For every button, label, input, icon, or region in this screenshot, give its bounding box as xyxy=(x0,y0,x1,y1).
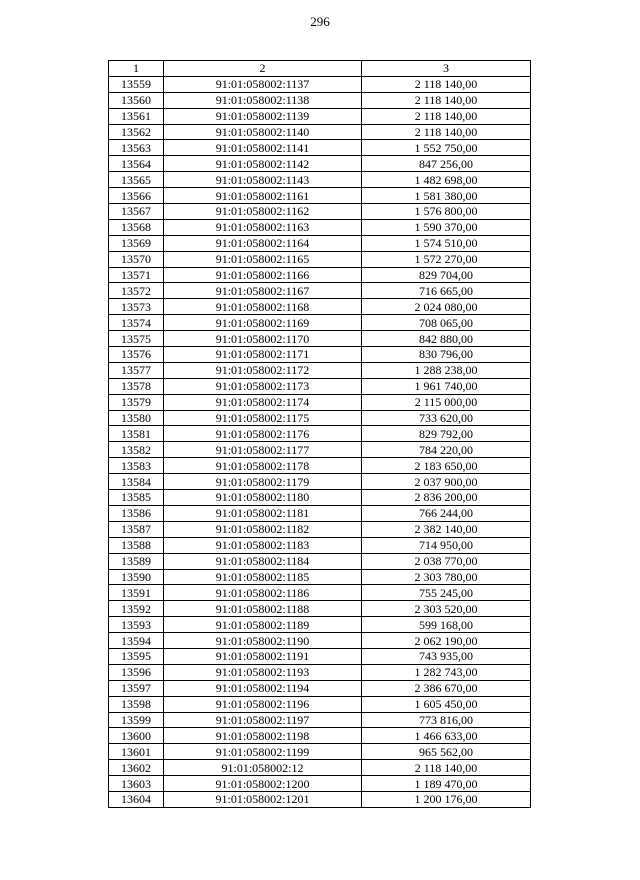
table-row xyxy=(109,156,531,172)
cadastral-number-cell: 91:01:058002:1200 xyxy=(164,776,362,792)
table-header-row xyxy=(109,61,531,77)
cadastral-value-cell: 1 552 750,00 xyxy=(362,140,531,156)
cadastral-value-cell: 2 118 140,00 xyxy=(362,92,531,108)
cadastral-number-cell: 91:01:058002:1188 xyxy=(164,601,362,617)
cadastral-value-table xyxy=(108,60,531,808)
row-number-cell: 13580 xyxy=(109,410,164,426)
cadastral-number-cell: 91:01:058002:1193 xyxy=(164,664,362,680)
cadastral-value-cell: 2 037 900,00 xyxy=(362,474,531,490)
table-row xyxy=(109,521,531,537)
row-number-cell: 13586 xyxy=(109,505,164,521)
row-number-cell: 13576 xyxy=(109,347,164,363)
table-row xyxy=(109,124,531,140)
table-row xyxy=(109,585,531,601)
table-row xyxy=(109,680,531,696)
cadastral-value-cell: 755 245,00 xyxy=(362,585,531,601)
row-number-cell: 13564 xyxy=(109,156,164,172)
page-number: 296 xyxy=(310,14,330,29)
cadastral-value-cell: 1 288 238,00 xyxy=(362,362,531,378)
table-row xyxy=(109,617,531,633)
cadastral-number-cell: 91:01:058002:1169 xyxy=(164,315,362,331)
table-row xyxy=(109,696,531,712)
cadastral-value-cell: 773 816,00 xyxy=(362,712,531,728)
column-header-1: 1 xyxy=(109,61,164,77)
cadastral-number-cell: 91:01:058002:1142 xyxy=(164,156,362,172)
table-row xyxy=(109,633,531,649)
row-number-cell: 13587 xyxy=(109,521,164,537)
row-number-cell: 13570 xyxy=(109,251,164,267)
cadastral-number-cell: 91:01:058002:1185 xyxy=(164,569,362,585)
cadastral-value-cell: 2 303 520,00 xyxy=(362,601,531,617)
cadastral-number-cell: 91:01:058002:1143 xyxy=(164,172,362,188)
cadastral-value-cell: 1 466 633,00 xyxy=(362,728,531,744)
row-number-cell: 13583 xyxy=(109,458,164,474)
cadastral-number-cell: 91:01:058002:1177 xyxy=(164,442,362,458)
cadastral-number-cell: 91:01:058002:1170 xyxy=(164,331,362,347)
row-number-cell: 13559 xyxy=(109,76,164,92)
cadastral-value-cell: 2 183 650,00 xyxy=(362,458,531,474)
row-number-cell: 13604 xyxy=(109,791,164,807)
cadastral-number-cell: 91:01:058002:1172 xyxy=(164,362,362,378)
cadastral-number-cell: 91:01:058002:1137 xyxy=(164,76,362,92)
cadastral-number-cell: 91:01:058002:1165 xyxy=(164,251,362,267)
row-number-cell: 13569 xyxy=(109,235,164,251)
cadastral-number-cell: 91:01:058002:1180 xyxy=(164,490,362,506)
row-number-cell: 13575 xyxy=(109,331,164,347)
row-number-cell: 13589 xyxy=(109,553,164,569)
table-row xyxy=(109,76,531,92)
cadastral-value-cell: 1 576 800,00 xyxy=(362,204,531,220)
row-number-cell: 13560 xyxy=(109,92,164,108)
row-number-cell: 13572 xyxy=(109,283,164,299)
cadastral-number-cell: 91:01:058002:1181 xyxy=(164,505,362,521)
cadastral-value-cell: 599 168,00 xyxy=(362,617,531,633)
row-number-cell: 13567 xyxy=(109,204,164,220)
table-row xyxy=(109,204,531,220)
row-number-cell: 13562 xyxy=(109,124,164,140)
table-row xyxy=(109,299,531,315)
cadastral-number-cell: 91:01:058002:1179 xyxy=(164,474,362,490)
cadastral-number-cell: 91:01:058002:1191 xyxy=(164,648,362,664)
table-row xyxy=(109,394,531,410)
cadastral-value-cell: 2 836 200,00 xyxy=(362,490,531,506)
row-number-cell: 13600 xyxy=(109,728,164,744)
cadastral-number-cell: 91:01:058002:1167 xyxy=(164,283,362,299)
cadastral-value-cell: 743 935,00 xyxy=(362,648,531,664)
row-number-cell: 13574 xyxy=(109,315,164,331)
row-number-cell: 13595 xyxy=(109,648,164,664)
cadastral-number-cell: 91:01:058002:1199 xyxy=(164,744,362,760)
cadastral-value-cell: 842 880,00 xyxy=(362,331,531,347)
row-number-cell: 13565 xyxy=(109,172,164,188)
cadastral-value-cell: 1 200 176,00 xyxy=(362,791,531,807)
row-number-cell: 13568 xyxy=(109,219,164,235)
cadastral-value-cell: 2 038 770,00 xyxy=(362,553,531,569)
row-number-cell: 13566 xyxy=(109,188,164,204)
table-row xyxy=(109,267,531,283)
row-number-cell: 13596 xyxy=(109,664,164,680)
table-row xyxy=(109,235,531,251)
table-row xyxy=(109,648,531,664)
table-row xyxy=(109,426,531,442)
cadastral-value-cell: 2 118 140,00 xyxy=(362,124,531,140)
cadastral-number-cell: 91:01:058002:1161 xyxy=(164,188,362,204)
cadastral-value-cell: 829 704,00 xyxy=(362,267,531,283)
cadastral-value-cell: 714 950,00 xyxy=(362,537,531,553)
cadastral-number-cell: 91:01:058002:1174 xyxy=(164,394,362,410)
table-row xyxy=(109,791,531,807)
cadastral-number-cell: 91:01:058002:1140 xyxy=(164,124,362,140)
cadastral-value-cell: 847 256,00 xyxy=(362,156,531,172)
row-number-cell: 13599 xyxy=(109,712,164,728)
row-number-cell: 13563 xyxy=(109,140,164,156)
row-number-cell: 13602 xyxy=(109,760,164,776)
row-number-cell: 13592 xyxy=(109,601,164,617)
cadastral-number-cell: 91:01:058002:1190 xyxy=(164,633,362,649)
cadastral-value-cell: 2 382 140,00 xyxy=(362,521,531,537)
cadastral-number-cell: 91:01:058002:1168 xyxy=(164,299,362,315)
row-number-cell: 13585 xyxy=(109,490,164,506)
cadastral-number-cell: 91:01:058002:1141 xyxy=(164,140,362,156)
cadastral-value-cell: 1 590 370,00 xyxy=(362,219,531,235)
cadastral-value-cell: 1 282 743,00 xyxy=(362,664,531,680)
cadastral-value-cell: 2 024 080,00 xyxy=(362,299,531,315)
table-row xyxy=(109,776,531,792)
cadastral-value-cell: 1 482 698,00 xyxy=(362,172,531,188)
row-number-cell: 13581 xyxy=(109,426,164,442)
table-row xyxy=(109,172,531,188)
table-row xyxy=(109,251,531,267)
row-number-cell: 13584 xyxy=(109,474,164,490)
table-row xyxy=(109,664,531,680)
table-row xyxy=(109,219,531,235)
cadastral-value-cell: 784 220,00 xyxy=(362,442,531,458)
table-row xyxy=(109,537,531,553)
cadastral-number-cell: 91:01:058002:1184 xyxy=(164,553,362,569)
table-row xyxy=(109,362,531,378)
row-number-cell: 13591 xyxy=(109,585,164,601)
row-number-cell: 13603 xyxy=(109,776,164,792)
cadastral-number-cell: 91:01:058002:1163 xyxy=(164,219,362,235)
row-number-cell: 13571 xyxy=(109,267,164,283)
cadastral-value-cell: 1 961 740,00 xyxy=(362,378,531,394)
cadastral-number-cell: 91:01:058002:1176 xyxy=(164,426,362,442)
row-number-cell: 13579 xyxy=(109,394,164,410)
cadastral-value-cell: 829 792,00 xyxy=(362,426,531,442)
table-row xyxy=(109,569,531,585)
row-number-cell: 13577 xyxy=(109,362,164,378)
row-number-cell: 13598 xyxy=(109,696,164,712)
cadastral-value-cell: 708 065,00 xyxy=(362,315,531,331)
cadastral-value-cell: 1 605 450,00 xyxy=(362,696,531,712)
table-row xyxy=(109,505,531,521)
cadastral-value-cell: 2 118 140,00 xyxy=(362,108,531,124)
cadastral-value-cell: 1 572 270,00 xyxy=(362,251,531,267)
table-row xyxy=(109,347,531,363)
table-row xyxy=(109,283,531,299)
table-row xyxy=(109,458,531,474)
cadastral-number-cell: 91:01:058002:1171 xyxy=(164,347,362,363)
table-row xyxy=(109,601,531,617)
row-number-cell: 13588 xyxy=(109,537,164,553)
cadastral-number-cell: 91:01:058002:1183 xyxy=(164,537,362,553)
cadastral-number-cell: 91:01:058002:1166 xyxy=(164,267,362,283)
cadastral-number-cell: 91:01:058002:1189 xyxy=(164,617,362,633)
table-row xyxy=(109,140,531,156)
table-row xyxy=(109,410,531,426)
cadastral-value-cell: 2 386 670,00 xyxy=(362,680,531,696)
column-header-2: 2 xyxy=(164,61,362,77)
table-row xyxy=(109,108,531,124)
cadastral-value-cell: 1 574 510,00 xyxy=(362,235,531,251)
cadastral-number-cell: 91:01:058002:1197 xyxy=(164,712,362,728)
table-row xyxy=(109,553,531,569)
cadastral-number-cell: 91:01:058002:12 xyxy=(164,760,362,776)
cadastral-number-cell: 91:01:058002:1178 xyxy=(164,458,362,474)
cadastral-value-cell: 965 562,00 xyxy=(362,744,531,760)
cadastral-number-cell: 91:01:058002:1138 xyxy=(164,92,362,108)
table-row xyxy=(109,442,531,458)
cadastral-value-cell: 716 665,00 xyxy=(362,283,531,299)
row-number-cell: 13578 xyxy=(109,378,164,394)
cadastral-value-cell: 2 303 780,00 xyxy=(362,569,531,585)
table-row xyxy=(109,760,531,776)
cadastral-value-cell: 830 796,00 xyxy=(362,347,531,363)
cadastral-number-cell: 91:01:058002:1162 xyxy=(164,204,362,220)
cadastral-number-cell: 91:01:058002:1201 xyxy=(164,791,362,807)
column-header-3: 3 xyxy=(362,61,531,77)
table-row xyxy=(109,188,531,204)
cadastral-value-cell: 1 189 470,00 xyxy=(362,776,531,792)
cadastral-number-cell: 91:01:058002:1186 xyxy=(164,585,362,601)
cadastral-number-cell: 91:01:058002:1198 xyxy=(164,728,362,744)
cadastral-value-cell: 766 244,00 xyxy=(362,505,531,521)
row-number-cell: 13601 xyxy=(109,744,164,760)
table-row xyxy=(109,744,531,760)
row-number-cell: 13593 xyxy=(109,617,164,633)
cadastral-number-cell: 91:01:058002:1164 xyxy=(164,235,362,251)
table-row xyxy=(109,712,531,728)
cadastral-number-cell: 91:01:058002:1182 xyxy=(164,521,362,537)
table-row xyxy=(109,490,531,506)
table-row xyxy=(109,331,531,347)
cadastral-number-cell: 91:01:058002:1139 xyxy=(164,108,362,124)
table-row xyxy=(109,474,531,490)
cadastral-value-cell: 2 118 140,00 xyxy=(362,760,531,776)
row-number-cell: 13573 xyxy=(109,299,164,315)
cadastral-number-cell: 91:01:058002:1175 xyxy=(164,410,362,426)
cadastral-number-cell: 91:01:058002:1194 xyxy=(164,680,362,696)
cadastral-number-cell: 91:01:058002:1196 xyxy=(164,696,362,712)
row-number-cell: 13590 xyxy=(109,569,164,585)
row-number-cell: 13582 xyxy=(109,442,164,458)
cadastral-value-cell: 2 062 190,00 xyxy=(362,633,531,649)
row-number-cell: 13594 xyxy=(109,633,164,649)
row-number-cell: 13597 xyxy=(109,680,164,696)
table-row xyxy=(109,378,531,394)
cadastral-value-cell: 733 620,00 xyxy=(362,410,531,426)
table-row xyxy=(109,315,531,331)
cadastral-value-cell: 2 115 000,00 xyxy=(362,394,531,410)
table-row xyxy=(109,728,531,744)
cadastral-number-cell: 91:01:058002:1173 xyxy=(164,378,362,394)
table-row xyxy=(109,92,531,108)
cadastral-value-cell: 2 118 140,00 xyxy=(362,76,531,92)
cadastral-value-cell: 1 581 380,00 xyxy=(362,188,531,204)
row-number-cell: 13561 xyxy=(109,108,164,124)
